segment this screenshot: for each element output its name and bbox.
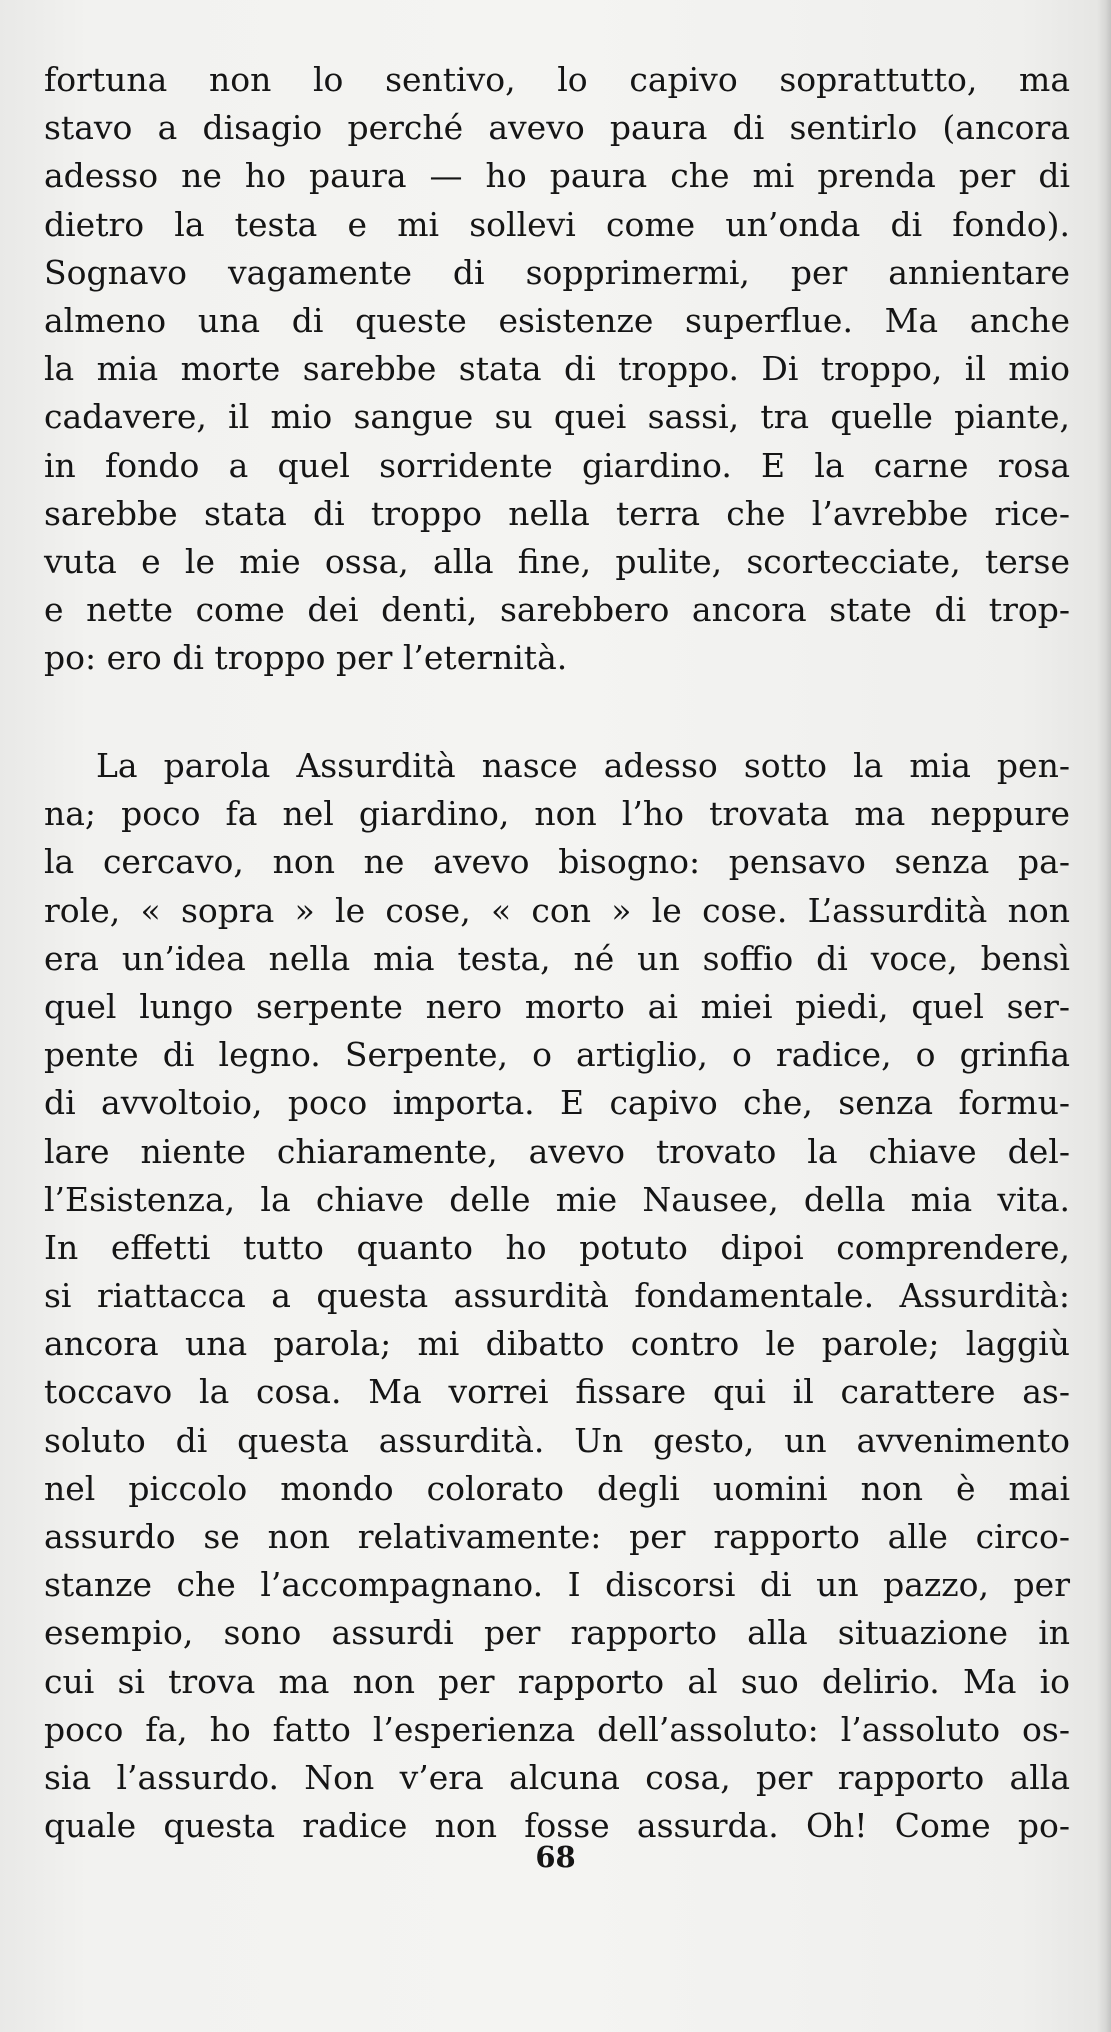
text-line: sarebbe stata di troppo nella terra che l’avrebbe rice-: [44, 493, 1070, 533]
text-line: pente di legno. Serpente, o artiglio, o radice, o grinfia: [44, 1035, 1070, 1075]
paragraph-2: [44, 742, 1070, 1850]
text-line: na; poco fa nel giardino, non l’ho trovata ma neppure: [44, 794, 1070, 834]
text-line: e nette come dei denti, sarebbero ancora state di trop-: [44, 590, 1070, 630]
text-line: In effetti tutto quanto ho potuto dipoi comprendere,: [44, 1227, 1070, 1267]
text-line: cui si trova ma non per rapporto al suo delirio. Ma io: [44, 1661, 1070, 1701]
text-line: quel lungo serpente nero morto ai miei piedi, quel ser-: [44, 986, 1070, 1026]
text-line: di avvoltoio, poco importa. E capivo che, senza formu-: [44, 1083, 1070, 1123]
text-line: si riattacca a questa assurdità fondamentale. Assurdità:: [44, 1276, 1070, 1316]
text-line: quale questa radice non fosse assurda. Oh! Come po-: [44, 1806, 1070, 1846]
text-line: la mia morte sarebbe stata di troppo. Di troppo, il mio: [44, 349, 1070, 389]
text-line: dietro la testa e mi sollevi come un’onda di fondo).: [44, 204, 1070, 244]
text-line: role, « sopra » le cose, « con » le cose. L’assurdità non: [44, 890, 1070, 930]
text-line: nel piccolo mondo colorato degli uomini non è mai: [44, 1468, 1070, 1508]
text-line: almeno una di queste esistenze superflue. Ma anche: [44, 300, 1070, 340]
text-line: fortuna non lo sentivo, lo capivo soprattutto, ma: [44, 60, 1070, 99]
text-line: stanze che l’accompagnano. I discorsi di un pazzo, per: [44, 1565, 1070, 1605]
text-line: l’Esistenza, la chiave delle mie Nausee, della mia vita.: [44, 1179, 1070, 1219]
text-line: La parola Assurdità nasce adesso sotto la mia pen-: [96, 746, 1070, 785]
text-line: toccavo la cosa. Ma vorrei fissare qui il carattere as-: [44, 1372, 1070, 1412]
text-line: in fondo a quel sorridente giardino. E la carne rosa: [44, 445, 1070, 485]
text-line: soluto di questa assurdità. Un gesto, un avvenimento: [44, 1420, 1070, 1460]
page-edge-shadow: [1097, 0, 1111, 2032]
text-line: assurdo se non relativamente: per rapporto alle circo-: [44, 1517, 1070, 1556]
page-number: 68: [535, 1840, 576, 1874]
paragraph-1: [44, 56, 1070, 682]
text-line: era un’idea nella mia testa, né un soffio di voce, bensì: [44, 938, 1070, 978]
text-line: la cercavo, non ne avevo bisogno: pensavo senza pa-: [44, 842, 1070, 882]
text-line: stavo a disagio perché avevo paura di sentirlo (ancora: [44, 108, 1070, 148]
text-line: sia l’assurdo. Non v’era alcuna cosa, per rapporto alla: [44, 1757, 1070, 1797]
text-line: esempio, sono assurdi per rapporto alla situazione in: [44, 1613, 1070, 1653]
text-line: Sognavo vagamente di sopprimermi, per annientare: [44, 252, 1070, 292]
text-line: cadavere, il mio sangue su quei sassi, tra quelle piante,: [44, 397, 1070, 437]
text-line: adesso ne ho paura — ho paura che mi prenda per di: [44, 156, 1070, 196]
text-line: poco fa, ho fatto l’esperienza dell’assoluto: l’assoluto os-: [44, 1709, 1070, 1749]
text-line: ancora una parola; mi dibatto contro le parole; laggiù: [44, 1324, 1070, 1364]
text-line: lare niente chiaramente, avevo trovato la chiave del-: [44, 1131, 1070, 1171]
text-line: po: ero di troppo per l’eternità.: [44, 638, 568, 678]
text-line: vuta e le mie ossa, alla fine, pulite, scortecciate, terse: [44, 541, 1070, 581]
